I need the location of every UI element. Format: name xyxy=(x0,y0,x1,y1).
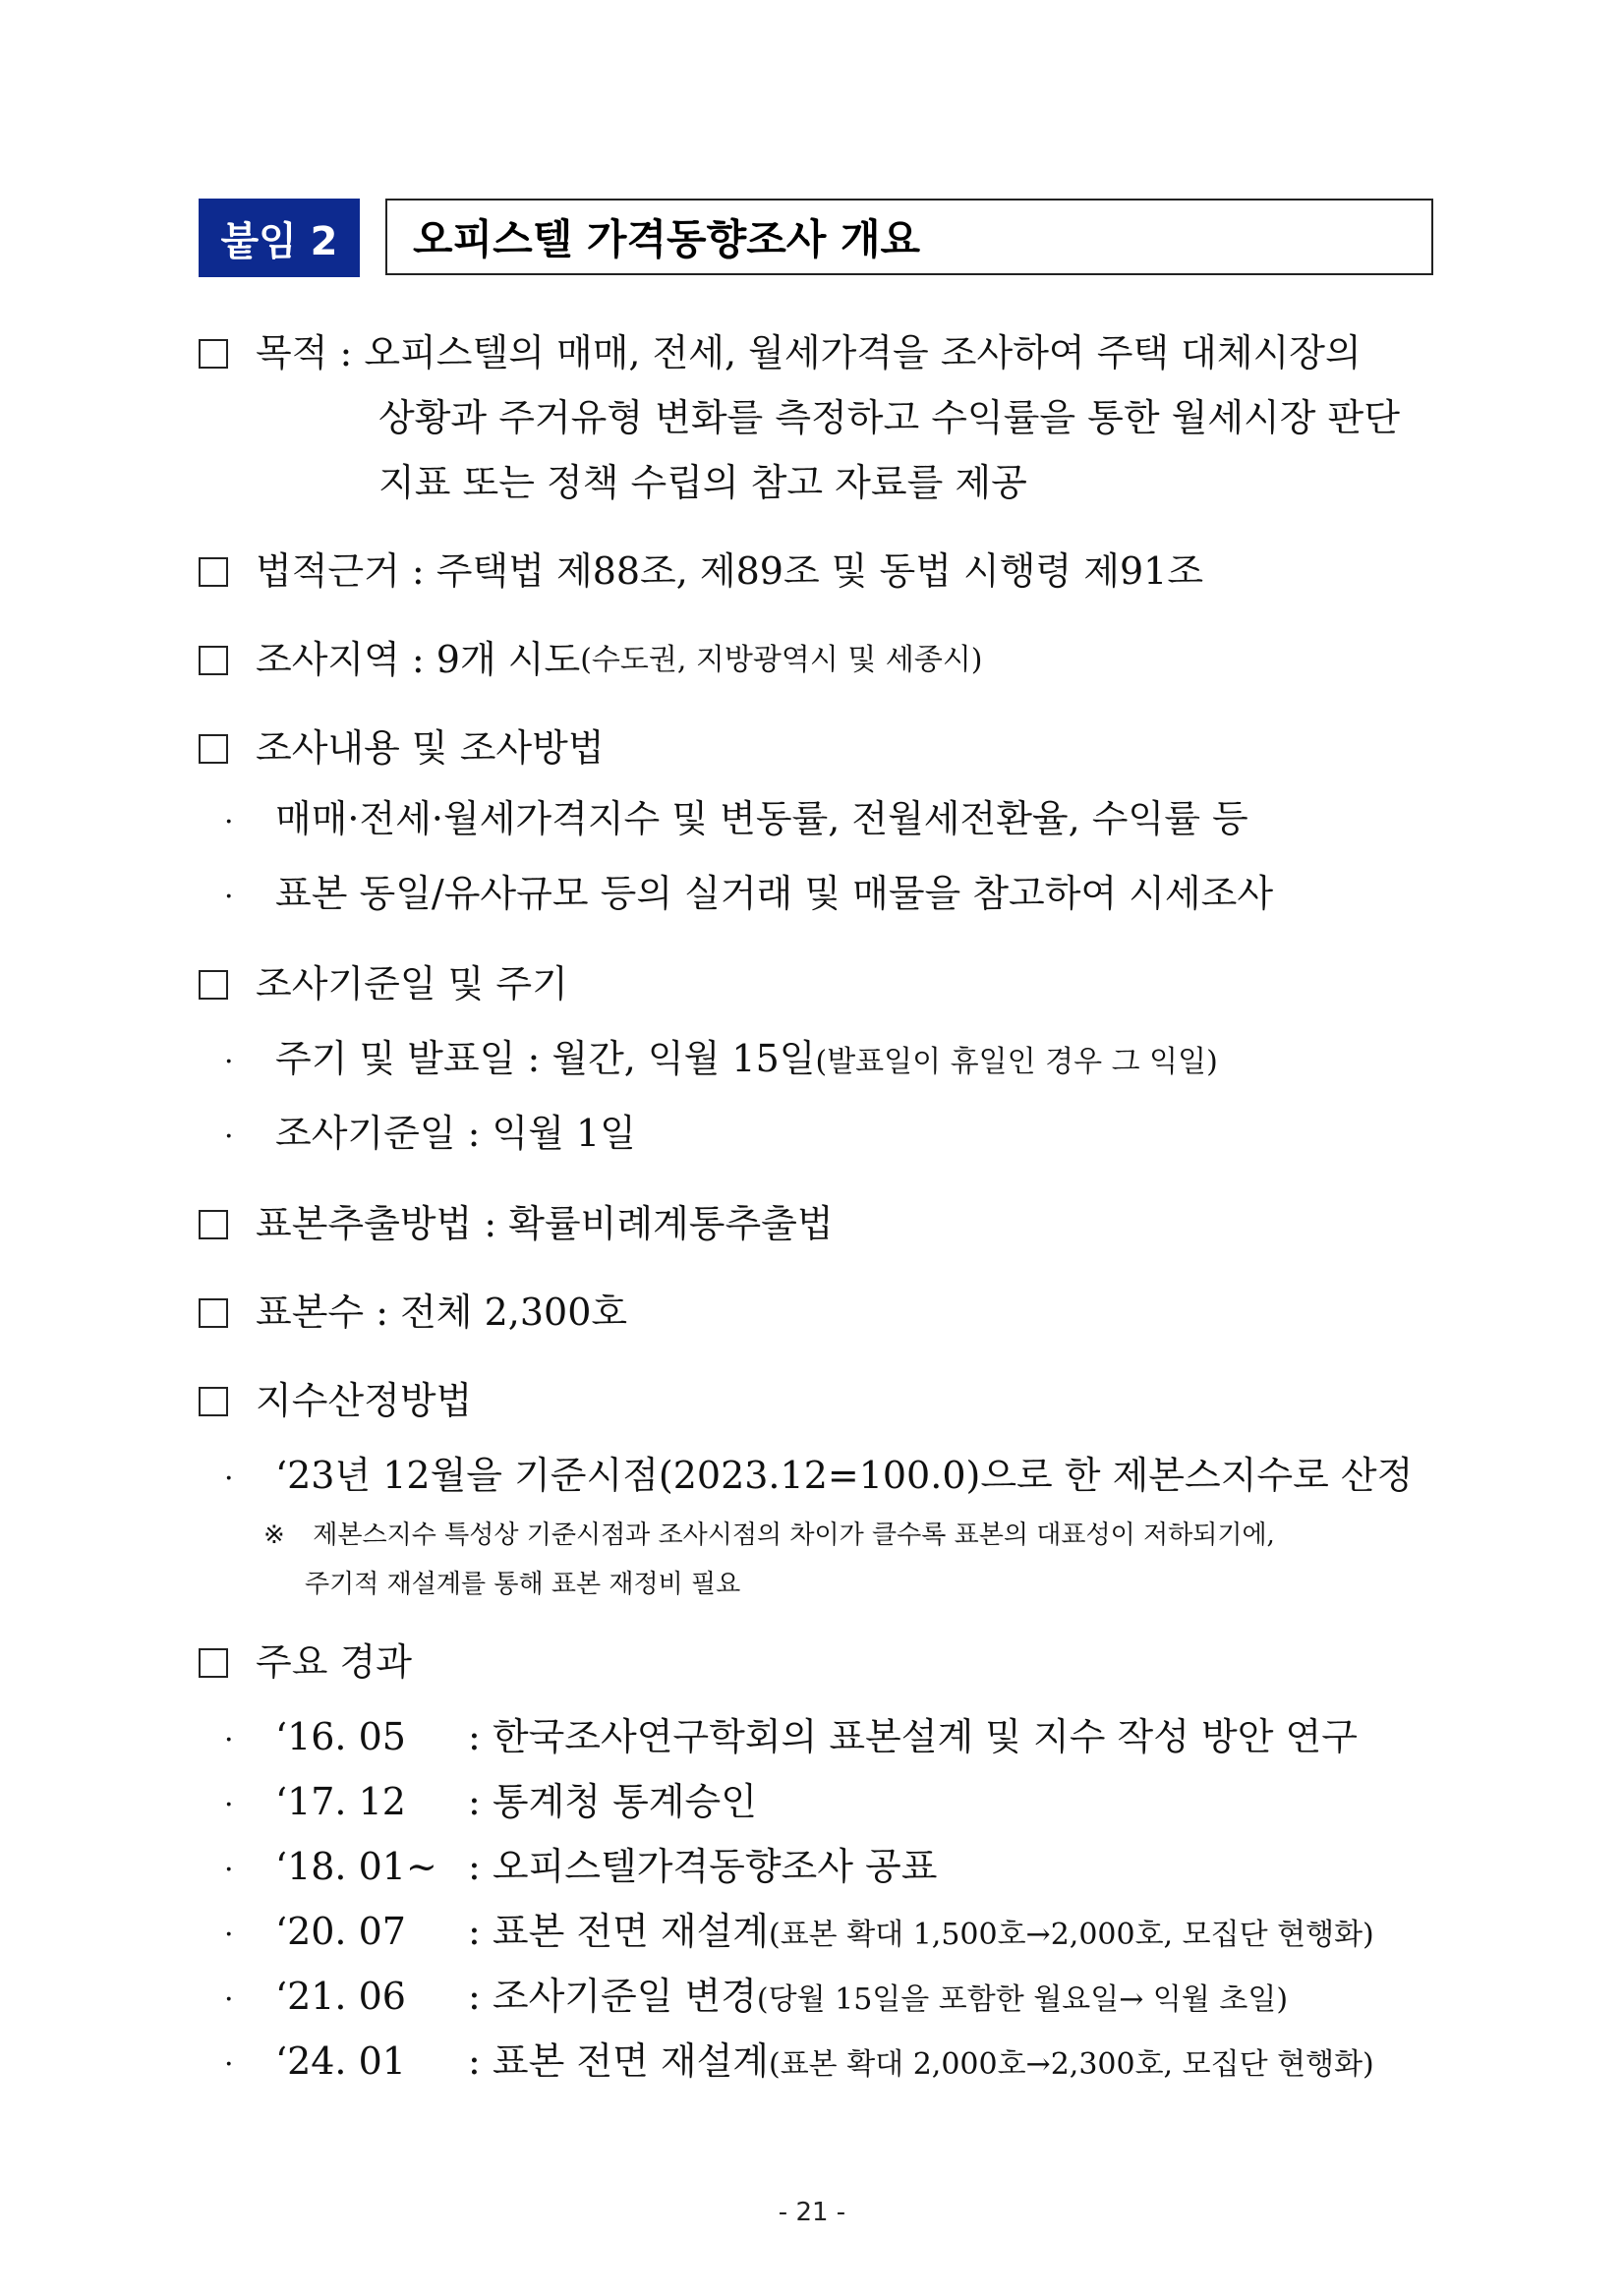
section-content-method xyxy=(199,727,605,771)
bullet-dot-icon: · xyxy=(224,805,234,839)
list-item xyxy=(224,1716,1358,1759)
checkbox-icon xyxy=(199,1387,228,1416)
reference-date-bullet-2: 조사기준일 : 익월 1일 xyxy=(275,1112,636,1155)
history-date: ‘18. 01~ xyxy=(275,1845,437,1888)
checkbox-icon xyxy=(199,970,228,1000)
survey-area-main: 조사지역 : 9개 시도 xyxy=(256,638,581,681)
list-item xyxy=(224,1911,1374,1954)
page-number: - 21 - xyxy=(778,2198,846,2227)
reference-date-title: 조사기준일 및 주기 xyxy=(256,962,568,1005)
reference-date-bullet-1-detail: (발표일이 휴일인 경우 그 익일) xyxy=(815,1045,1218,1079)
legal-basis-text: 법적근거 : 주택법 제88조, 제89조 및 동법 시행령 제91조 xyxy=(256,549,1204,593)
purpose-line-1: 오피스텔의 매매, 전세, 월세가격을 조사하여 주택 대체시장의 xyxy=(364,331,1362,374)
index-method-title: 지수산정방법 xyxy=(256,1379,473,1422)
history-text: : 오피스텔가격동향조사 공표 xyxy=(468,1845,938,1888)
history-date: ‘17. 12 xyxy=(275,1780,406,1823)
section-reference-date xyxy=(199,963,568,1006)
history-text: : 한국조사연구학회의 표본설계 및 지수 작성 방안 연구 xyxy=(468,1715,1358,1758)
section-sample-size xyxy=(199,1292,627,1335)
checkbox-icon xyxy=(199,1648,228,1678)
bullet-dot-icon: · xyxy=(224,2047,234,2082)
section-survey-area xyxy=(199,639,983,682)
history-date: ‘21. 06 xyxy=(275,1975,406,2018)
appendix-badge: 붙임 2 xyxy=(199,199,360,277)
bullet-dot-icon: · xyxy=(224,880,234,914)
history-date: ‘24. 01 xyxy=(275,2039,406,2083)
reference-mark-icon: ※ xyxy=(263,1521,285,1550)
index-method-note-line-2: 주기적 재설계를 통해 표본 재정비 필요 xyxy=(305,1570,741,1599)
list-item xyxy=(224,2040,1374,2084)
section-sampling-method xyxy=(199,1203,834,1246)
survey-area-detail: (수도권, 지방광역시 및 세종시) xyxy=(580,642,983,677)
checkbox-icon xyxy=(199,339,228,369)
history-text: : 조사기준일 변경 xyxy=(468,1975,757,2018)
bullet-dot-icon: · xyxy=(224,1119,234,1154)
sample-size-text: 표본수 : 전체 2,300호 xyxy=(256,1291,628,1334)
checkbox-icon xyxy=(199,734,228,764)
list-item xyxy=(224,1455,1413,1498)
bullet-dot-icon: · xyxy=(224,1853,234,1887)
index-method-bullet: ‘23년 12월을 기준시점(2023.12=100.0)으로 한 제본스지수로 산정 xyxy=(275,1454,1414,1497)
reference-date-bullet-1: 주기 및 발표일 : 월간, 익월 15일 xyxy=(275,1037,816,1080)
history-title: 주요 경과 xyxy=(256,1640,412,1684)
history-text: : 통계청 통계승인 xyxy=(468,1780,757,1823)
bullet-dot-icon: · xyxy=(224,1462,234,1496)
checkbox-icon xyxy=(199,557,228,587)
checkbox-icon xyxy=(199,1210,228,1239)
history-detail: (표본 확대 2,000호→2,300호, 모집단 현행화) xyxy=(769,2047,1374,2082)
history-text: : 표본 전면 재설계 xyxy=(468,1910,769,1953)
list-item xyxy=(224,1113,636,1156)
bullet-dot-icon: · xyxy=(224,1982,234,2017)
content-method-bullet-1: 매매·전세·월세가격지수 및 변동률, 전월세전환율, 수익률 등 xyxy=(275,797,1248,840)
sampling-method-text: 표본추출방법 : 확률비례계통추출법 xyxy=(256,1202,834,1245)
section-legal-basis xyxy=(199,550,1203,594)
list-item xyxy=(224,798,1248,841)
history-date: ‘20. 07 xyxy=(275,1910,406,1953)
list-item xyxy=(224,1846,937,1889)
list-item xyxy=(224,1038,1218,1081)
purpose-line-3: 지표 또는 정책 수립의 참고 자료를 제공 xyxy=(378,461,1027,504)
history-detail: (당월 15일을 포함한 월요일→ 익월 초일) xyxy=(756,1982,1289,2017)
section-history xyxy=(199,1641,412,1685)
section-index-method xyxy=(199,1380,472,1423)
history-text: : 표본 전면 재설계 xyxy=(468,2039,769,2083)
bullet-dot-icon: · xyxy=(224,1918,234,1952)
bullet-dot-icon: · xyxy=(224,1045,234,1079)
checkbox-icon xyxy=(199,646,228,675)
content-method-bullet-2: 표본 동일/유사규모 등의 실거래 및 매물을 참고하여 시세조사 xyxy=(275,872,1274,915)
list-item xyxy=(224,873,1273,916)
section-purpose xyxy=(199,332,1362,375)
purpose-line-2: 상황과 주거유형 변화를 측정하고 수익률을 통한 월세시장 판단 xyxy=(378,396,1400,439)
purpose-label: 목적 : xyxy=(256,331,365,374)
checkbox-icon xyxy=(199,1298,228,1328)
history-date: ‘16. 05 xyxy=(275,1715,406,1758)
index-method-note-line-1: 제본스지수 특성상 기준시점과 조사시점의 차이가 클수록 표본의 대표성이 저하되기에, xyxy=(313,1521,1275,1550)
history-detail: (표본 확대 1,500호→2,000호, 모집단 현행화) xyxy=(769,1918,1374,1952)
list-item xyxy=(224,1976,1288,2019)
bullet-dot-icon: · xyxy=(224,1723,234,1757)
index-method-note xyxy=(263,1521,1275,1551)
content-method-title: 조사내용 및 조사방법 xyxy=(256,726,605,770)
document-title: 오피스텔 가격동향조사 개요 xyxy=(385,199,1433,275)
bullet-dot-icon: · xyxy=(224,1788,234,1822)
list-item xyxy=(224,1781,757,1824)
